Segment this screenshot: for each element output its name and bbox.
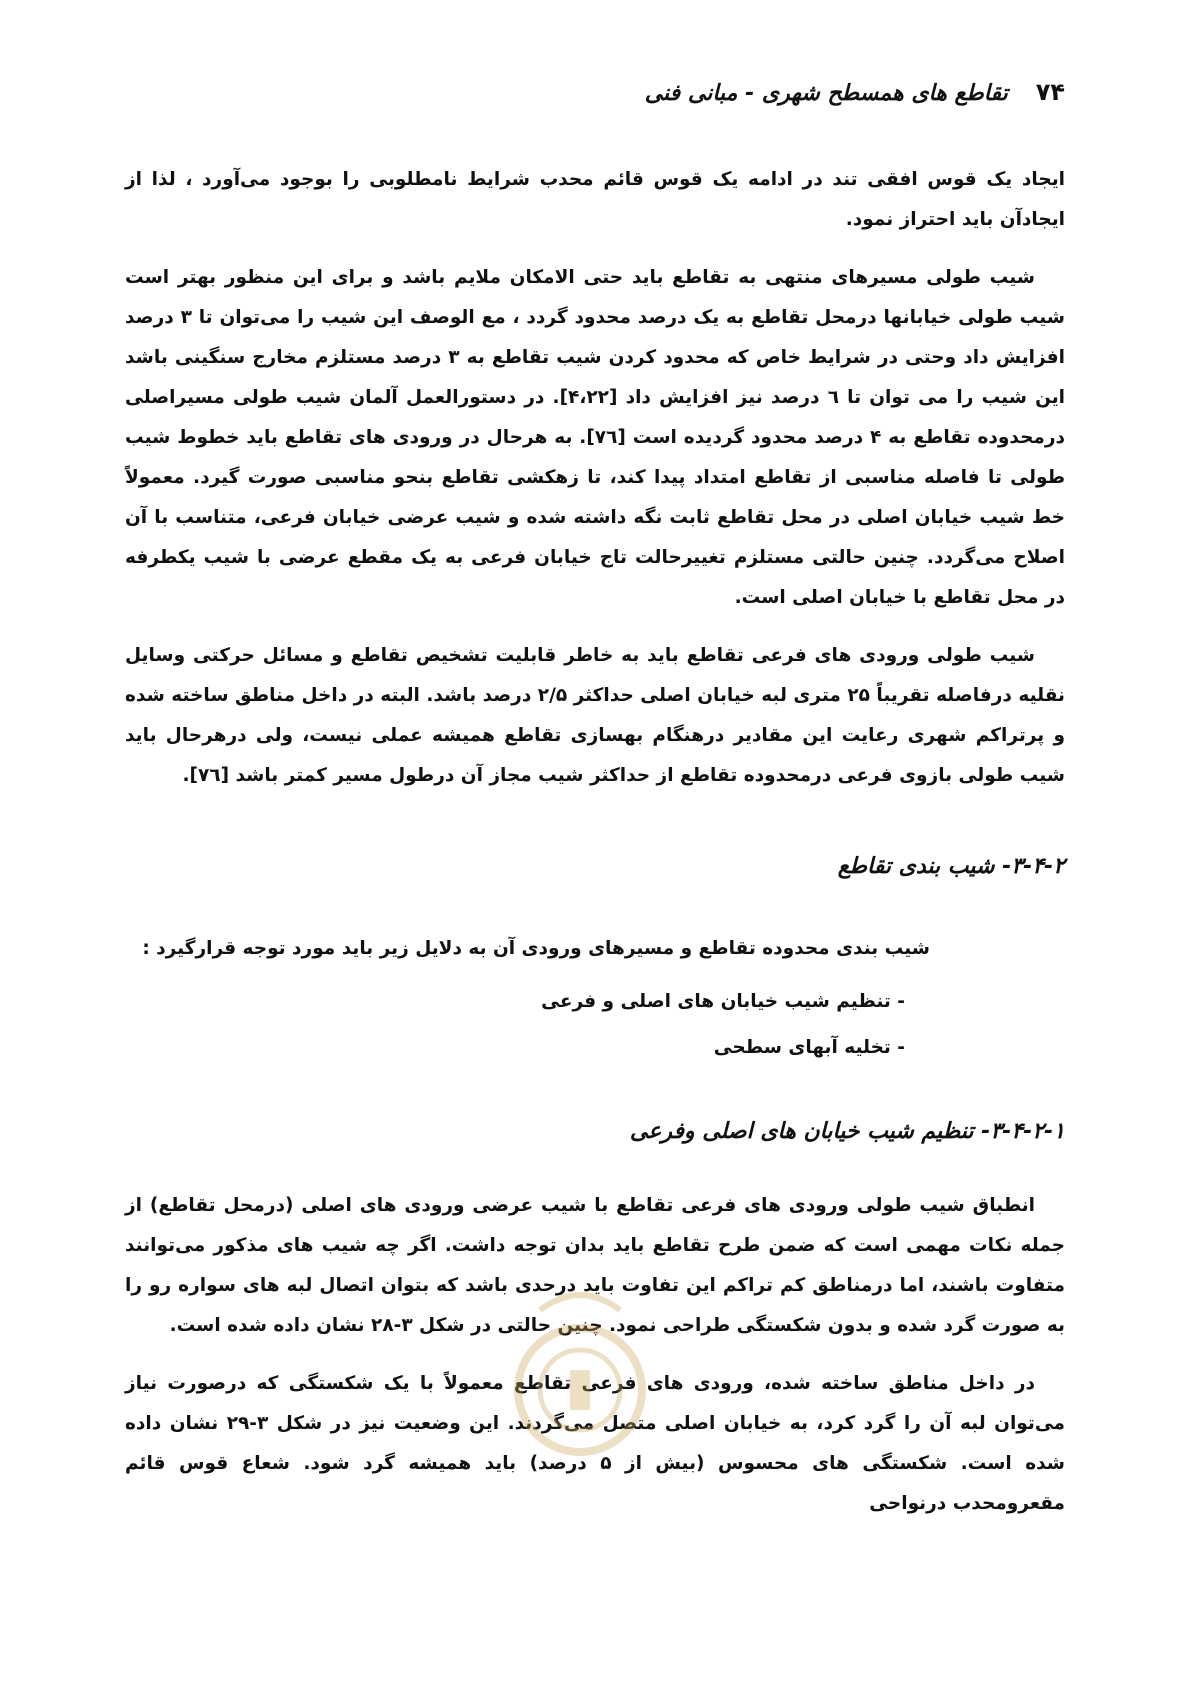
list-item: - تخلیه آبهای سطحی [713,1037,905,1058]
paragraph: شیب طولی مسیرهای منتهی به تقاطع باید حتی الامکان ملایم باشد و برای این منظور بهتر است شیب طولی خیابانها درمحل تقاطع به یک درصد محدود گردد ، مع الوصف این شیب را می‌توان تا ۳ درصد افزایش داد وحتی در شرایط خاص که محدود کردن شیب تقاطع به ۳ درصد مستلزم مخارج سنگینی باشد این شیب را می توان تا ٦ درصد نیز افزایش داد [۴،۲۲]. در دستورالعمل آلمان شیب طولی مسیراصلی درمحدوده تقاطع به ۴ درصد محدود گردیده است [۷٦]. به هرحال در ورودی های تقاطع باید خطوط شیب طولی تا فاصله مناسبی از تقاطع امتداد پیدا کند، تا زهکشی تقاطع بنحو مناسبی صورت گیرد. معمولاً خط شیب خیابان اصلی در محل تقاطع ثابت نگه داشته شده و شیب عرضی خیابان فرعی، متناسب با آن اصلاح می‌گردد. چنین حالتی مستلزم تغییرحالت تاج خیابان فرعی به یک مقطع عرضی با شیب یکطرفه در محل تقاطع با خیابان اصلی است. [125,267,1066,608]
paragraph: انطباق شیب طولی ورودی های فرعی تقاطع با شیب عرضی ورودی های اصلی (درمحل تقاطع) از جمله نکات مهمی است که ضمن طرح تقاطع باید بدان توجه داشت. اگر چه شیب های مذکور می‌توانند متفاوت باشند، اما درمناطق کم تراکم این تفاوت باید درحدی باشد که بتوان اتصال لبه های سواره رو را به صورت گرد شده و بدون شکستگی طراحی نمود. چنین حالتی در شکل ۳-۲۸ نشان داده شده است. [125,1195,1065,1336]
bullet-list [125,979,1065,1071]
paragraph: ایجاد یک قوس افقی تند در ادامه یک قوس قائم محدب شرایط نامطلوبی را بوجود می‌آورد ، لذا از ایجادآن باید احتراز نمود. [125,169,1065,230]
list-item: - تنظیم شیب خیابان های اصلی و فرعی [541,991,905,1012]
paragraph: در داخل مناطق ساخته شده، ورودی های فرعی تقاطع معمولاً با یک شکستگی که درصورت نیاز می‌توان لبه آن را گرد کرد، به خیابان اصلی متصل می‌گردند. این وضعیت نیز در شکل ۳-۲۹ نشان داده شده است. شکستگی های محسوس (بیش از ۵ درصد) باید همیشه گرد شود. شعاع قوس قائم مقعرومحدب درنواحی [125,1373,1065,1514]
section-heading: ۳-۴-۲- شیب بندی تقاطع [837,854,1065,879]
page-number: ۷۴ [1035,78,1065,106]
subsection-heading: ۳-۴-۲-۱- تنظیم شیب خیابان های اصلی وفرعی [629,1119,1065,1144]
running-title: تقاطع های همسطح شهری - مبانی فنی [644,81,1008,106]
page-header [125,78,1065,106]
section-intro: شیب بندی محدوده تقاطع و مسیرهای ورودی آن به دلایل زیر باید مورد توجه قرارگیرد : [142,938,930,959]
paragraph: شیب طولی ورودی های فرعی تقاطع باید به خاطر قابلیت تشخیص تقاطع و مسائل حرکتی وسایل نقلیه درفاصله تقریباً ۲۵ متری لبه خیابان اصلی حداکثر ۲/۵ درصد باشد. البته در داخل مناطق ساخته شده و پرتراکم شهری رعایت این مقادیر درهنگام بهسازی تقاطع همیشه عملی نیست، ولی درهرحال باید شیب طولی بازوی فرعی درمحدوده تقاطع از حداکثر شیب مجاز آن درطول مسیر کمتر باشد [۷٦]. [125,645,1065,786]
page-body [125,160,1065,1542]
